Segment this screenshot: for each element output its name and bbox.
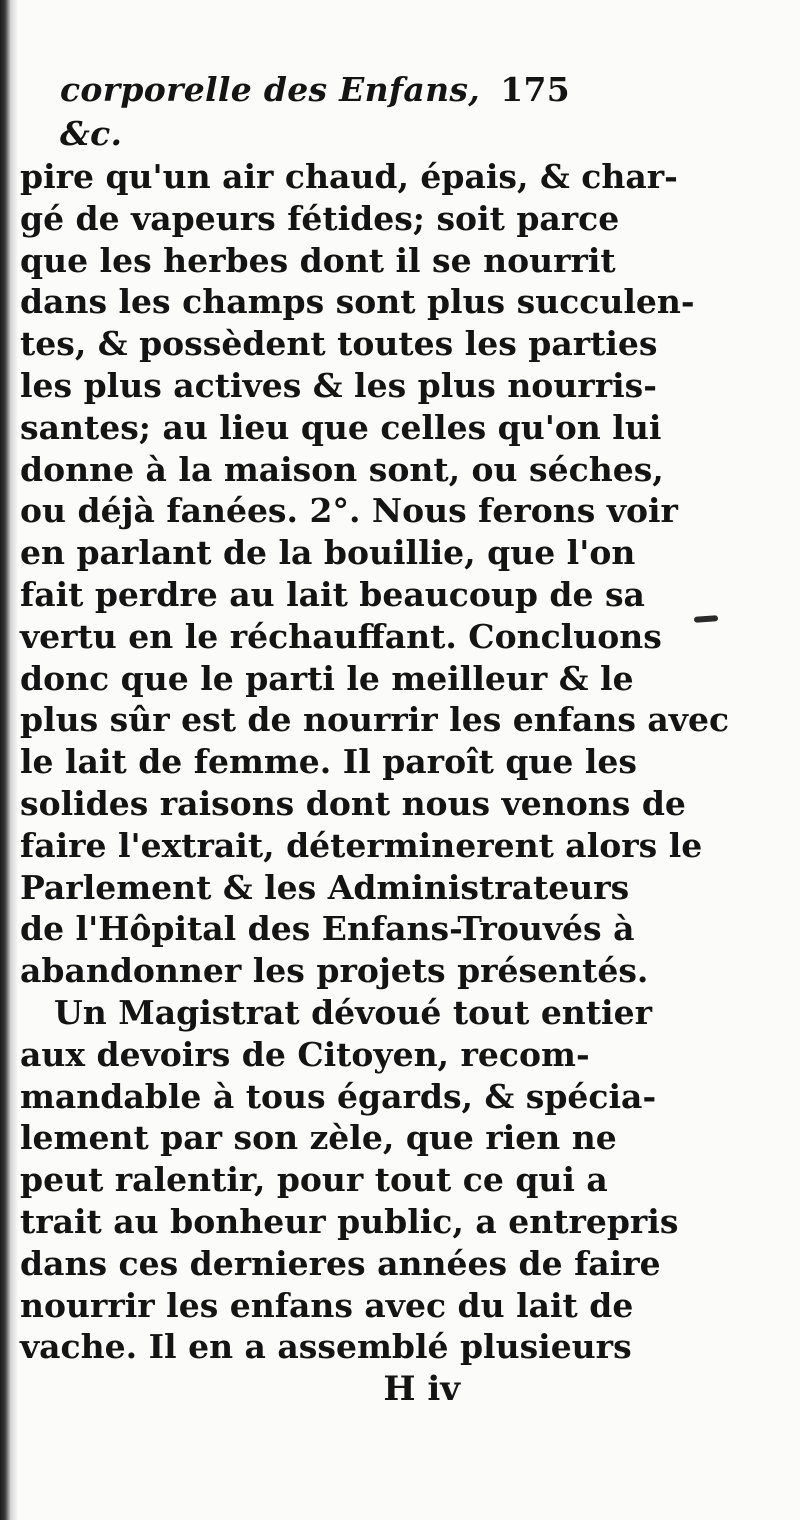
- text-line: que les herbes dont il se nourrit: [20, 240, 616, 280]
- text-line: solides raisons dont nous venons de: [20, 783, 686, 823]
- text-line: santes; au lieu que celles qu'on lui: [20, 407, 662, 447]
- text-line: aux devoirs de Citoyen, recom-: [20, 1034, 590, 1074]
- text-line: tes, & possèdent toutes les parties: [20, 324, 658, 364]
- text-line: gé de vapeurs fétides; soit parce: [20, 198, 620, 238]
- text-line: faire l'extrait, déterminerent alors le: [20, 825, 703, 865]
- book-spine-edge: [0, 0, 10, 1520]
- text-line: fait perdre au lait beaucoup de sa: [20, 574, 645, 614]
- text-line: vertu en le réchauffant. Concluons: [20, 616, 662, 656]
- text-line: vache. Il en a assemblé plusieurs: [20, 1327, 632, 1367]
- paragraph-last-line: abandonner les projets présentés.: [20, 951, 649, 991]
- body-text: [20, 156, 730, 1368]
- text-line: dans les champs sont plus succulen-: [20, 282, 695, 322]
- text-line: trait au bonheur public, a entrepris: [20, 1201, 679, 1241]
- text-line: mandable à tous égards, & spécia-: [20, 1076, 657, 1116]
- text-line: plus sûr est de nourrir les enfans avec: [20, 700, 730, 740]
- running-head: [20, 68, 572, 156]
- text-line: ou déjà fanées. 2°. Nous ferons voir: [20, 491, 678, 531]
- text-line: nourrir les enfans avec du lait de: [20, 1285, 634, 1325]
- signature-mark: H iv: [383, 1369, 460, 1410]
- gutter-shadow: [10, 0, 18, 1520]
- running-head-title: corporelle des Enfans, &c.: [60, 70, 481, 153]
- text-line: le lait de femme. Il paroît que les: [20, 742, 638, 782]
- text-line: dans ces dernieres années de faire: [20, 1243, 661, 1283]
- text-line: peut ralentir, pour tout ce qui a: [20, 1160, 608, 1200]
- text-line: lement par son zèle, que rien ne: [20, 1118, 617, 1158]
- text-line: Parlement & les Administrateurs: [20, 867, 630, 907]
- text-line: en parlant de la bouillie, que l'on: [20, 533, 636, 573]
- text-line: donc que le parti le meilleur & le: [20, 658, 634, 698]
- page-number: 175: [500, 70, 570, 109]
- ink-speck: [694, 615, 718, 623]
- book-page: [20, 68, 730, 1410]
- paragraph-first-line: Un Magistrat dévoué tout entier: [54, 992, 652, 1032]
- text-line: de l'Hôpital des Enfans-Trouvés à: [20, 909, 635, 949]
- text-line: les plus actives & les plus nourris-: [20, 365, 657, 405]
- text-line: pire qu'un air chaud, épais, & char-: [20, 157, 678, 196]
- text-line: donne à la maison sont, ou séches,: [20, 449, 664, 489]
